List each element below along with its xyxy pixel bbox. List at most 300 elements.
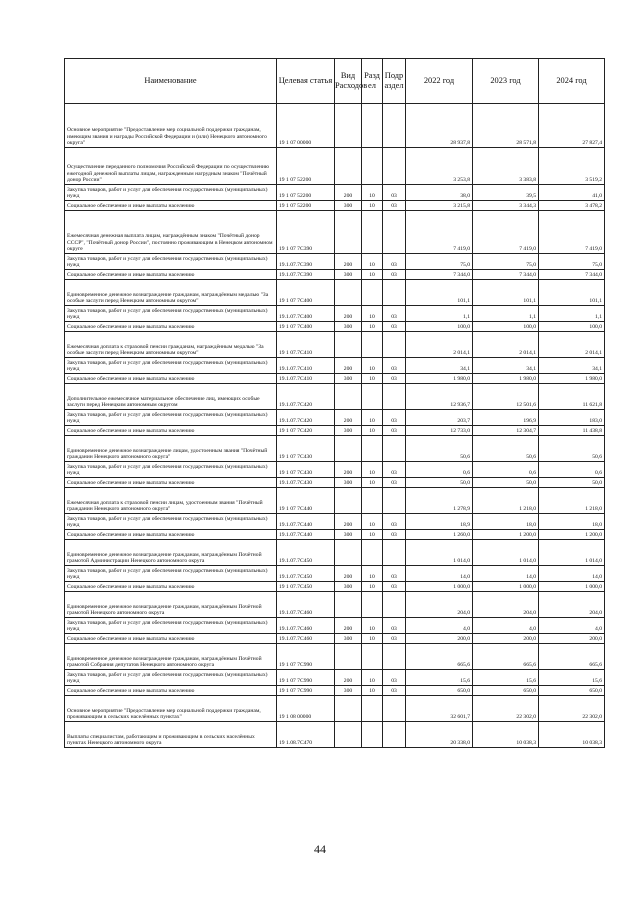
cell-section: 10: [362, 566, 383, 582]
cell-expense-type: 200: [335, 185, 362, 201]
cell-2023: 7 419,0: [473, 211, 539, 254]
cell-2024: 665,6: [539, 644, 605, 670]
cell-2024: 1,1: [539, 306, 605, 322]
cell-section: 10: [362, 478, 383, 488]
table-row: [65, 426, 605, 436]
cell-name: Закупка товаров, работ и услуг для обеспечения государственных (муниципальных) нужд: [65, 254, 277, 270]
cell-2022: 32 601,7: [406, 696, 473, 722]
cell-2024: 100,0: [539, 322, 605, 332]
cell-2023: 196,9: [473, 410, 539, 426]
cell-expense-type: 300: [335, 478, 362, 488]
cell-2022: 7 344,0: [406, 270, 473, 280]
table-row: [65, 488, 605, 514]
cell-2024: 1 980,0: [539, 374, 605, 384]
cell-subsection: 03: [383, 670, 406, 686]
cell-section: 10: [362, 322, 383, 332]
cell-2023: 12 304,7: [473, 426, 539, 436]
cell-expense-type: 300: [335, 322, 362, 332]
cell-2023: 10 038,3: [473, 722, 539, 748]
cell-2022: 100,0: [406, 322, 473, 332]
cell-name: Единовременное денежное вознаграждение гражданам, награждённым Почётной грамотой Ненецкого автономного округа: [65, 592, 277, 618]
cell-section: 10: [362, 670, 383, 686]
cell-2024: 7 344,0: [539, 270, 605, 280]
table-row: [65, 254, 605, 270]
cell-2022: 20 338,0: [406, 722, 473, 748]
cell-name: Единовременное денежное вознаграждение гражданам, награждённым Почётной грамотой Собрания депутатов Ненецкого автономного округа: [65, 644, 277, 670]
cell-target-article: 19.1.07.7С430: [277, 478, 335, 488]
cell-name: Закупка товаров, работ и услуг для обеспечения государственных (муниципальных) нужд: [65, 185, 277, 201]
cell-2024: 1 218,0: [539, 488, 605, 514]
cell-section: 10: [362, 254, 383, 270]
table-row: [65, 436, 605, 462]
cell-section: [362, 104, 383, 148]
cell-2024: 50,6: [539, 436, 605, 462]
cell-target-article: 19 1 08 00000: [277, 696, 335, 722]
cell-2023: 200,0: [473, 634, 539, 644]
cell-name: Закупка товаров, работ и услуг для обеспечения государственных (муниципальных) нужд: [65, 358, 277, 374]
cell-target-article: 19.1.07.7С450: [277, 566, 335, 582]
cell-name: Закупка товаров, работ и услуг для обеспечения государственных (муниципальных) нужд: [65, 670, 277, 686]
cell-subsection: 03: [383, 582, 406, 592]
cell-section: [362, 696, 383, 722]
cell-section: 10: [362, 358, 383, 374]
table-row: [65, 462, 605, 478]
cell-2022: 3 215,8: [406, 201, 473, 211]
cell-2023: 101,1: [473, 280, 539, 306]
cell-2022: 1 014,0: [406, 540, 473, 566]
cell-2023: 1 014,0: [473, 540, 539, 566]
table-row: [65, 270, 605, 280]
cell-name: Основное мероприятие "Предоставление мер социальной поддержки гражданам, имеющим звания и награды Российской Федерации и (или) Ненецкого автономного округа": [65, 104, 277, 148]
cell-subsection: [383, 104, 406, 148]
cell-target-article: 19 1 07 7С420: [277, 426, 335, 436]
cell-name: Социальное обеспечение и иные выплаты населению: [65, 686, 277, 696]
cell-name: Дополнительное ежемесячное материальное обеспечение лиц, имеющих особые заслуги перед Ненецким автономным округом: [65, 384, 277, 410]
cell-2024: 101,1: [539, 280, 605, 306]
cell-name: Выплаты специалистам, работающим и проживающим в сельских населённых пунктах Ненецкого автономного округа: [65, 722, 277, 748]
cell-subsection: 03: [383, 270, 406, 280]
cell-expense-type: 200: [335, 306, 362, 322]
cell-2022: 1 000,0: [406, 582, 473, 592]
cell-name: Единовременное денежное вознаграждение лицам, удостоенным звания "Почётный гражданин Ненецкого автономного округа": [65, 436, 277, 462]
cell-target-article: 19 1 07 7С440: [277, 488, 335, 514]
cell-expense-type: [335, 696, 362, 722]
cell-2023: 3 383,8: [473, 148, 539, 185]
cell-subsection: 03: [383, 634, 406, 644]
table-row: [65, 306, 605, 322]
cell-section: 10: [362, 185, 383, 201]
cell-target-article: 19.1.07.7С460: [277, 592, 335, 618]
cell-2023: 100,0: [473, 322, 539, 332]
cell-name: Закупка товаров, работ и услуг для обеспечения государственных (муниципальных) нужд: [65, 514, 277, 530]
cell-target-article: 19 1 07.7С410: [277, 332, 335, 358]
cell-2022: 12 936,7: [406, 384, 473, 410]
cell-target-article: 19 1 07 52200: [277, 148, 335, 185]
cell-subsection: 03: [383, 478, 406, 488]
cell-section: 10: [362, 514, 383, 530]
cell-2023: 39,5: [473, 185, 539, 201]
table-body: [65, 104, 605, 748]
cell-expense-type: [335, 280, 362, 306]
cell-2024: 1 014,0: [539, 540, 605, 566]
cell-2023: 1 200,0: [473, 530, 539, 540]
cell-section: 10: [362, 410, 383, 426]
header-year-2022: 2022 год: [406, 59, 473, 104]
cell-2022: 2 014,1: [406, 332, 473, 358]
cell-2022: 650,0: [406, 686, 473, 696]
cell-target-article: 19.1.07.7С460: [277, 618, 335, 634]
cell-2024: 204,0: [539, 592, 605, 618]
cell-2023: 34,1: [473, 358, 539, 374]
cell-subsection: 03: [383, 566, 406, 582]
cell-section: [362, 332, 383, 358]
cell-2022: 1,1: [406, 306, 473, 322]
cell-name: Закупка товаров, работ и услуг для обеспечения государственных (муниципальных) нужд: [65, 618, 277, 634]
cell-2022: 200,0: [406, 634, 473, 644]
cell-target-article: 19 1 07 7С430: [277, 462, 335, 478]
cell-subsection: 03: [383, 686, 406, 696]
cell-2024: 650,0: [539, 686, 605, 696]
cell-target-article: 19 1 07 7С400: [277, 280, 335, 306]
cell-2023: 50,0: [473, 478, 539, 488]
cell-2023: 18,0: [473, 514, 539, 530]
cell-expense-type: [335, 384, 362, 410]
table-row: [65, 322, 605, 332]
cell-expense-type: [335, 104, 362, 148]
cell-expense-type: [335, 488, 362, 514]
cell-target-article: 19.1.07.7С400: [277, 306, 335, 322]
cell-name: Ежемесячная денежная выплата лицам, награждённым знаком "Почётный донор СССР", "Почётный донор России", постоянно проживающим в Ненецком автономном округе: [65, 211, 277, 254]
cell-section: [362, 384, 383, 410]
cell-subsection: [383, 211, 406, 254]
cell-expense-type: 200: [335, 670, 362, 686]
cell-expense-type: 200: [335, 358, 362, 374]
header-name: Наименование: [65, 59, 277, 104]
cell-target-article: 19 1 07.7С450: [277, 582, 335, 592]
cell-name: Социальное обеспечение и иные выплаты населению: [65, 322, 277, 332]
table-header-row: [65, 59, 605, 104]
cell-section: 10: [362, 686, 383, 696]
cell-target-article: 19 1 07 7С430: [277, 436, 335, 462]
cell-2024: 3 478,2: [539, 201, 605, 211]
cell-subsection: 03: [383, 322, 406, 332]
cell-name: Социальное обеспечение и иные выплаты населению: [65, 634, 277, 644]
cell-2023: 3 344,3: [473, 201, 539, 211]
cell-target-article: 19.1.07.7С410: [277, 374, 335, 384]
cell-expense-type: [335, 722, 362, 748]
cell-target-article: 19.1.07.7С410: [277, 358, 335, 374]
cell-target-article: 19.1.07.7С420: [277, 410, 335, 426]
budget-table: [64, 58, 605, 748]
table-row: [65, 566, 605, 582]
cell-2024: 11 621,8: [539, 384, 605, 410]
cell-name: Социальное обеспечение и иные выплаты населению: [65, 582, 277, 592]
table-row: [65, 201, 605, 211]
cell-target-article: 19.1.07.7С390: [277, 270, 335, 280]
cell-expense-type: 200: [335, 410, 362, 426]
table-row: [65, 478, 605, 488]
cell-expense-type: [335, 644, 362, 670]
cell-2024: 41,0: [539, 185, 605, 201]
cell-2022: 75,0: [406, 254, 473, 270]
cell-name: Закупка товаров, работ и услуг для обеспечения государственных (муниципальных) нужд: [65, 410, 277, 426]
cell-name: Социальное обеспечение и иные выплаты населению: [65, 530, 277, 540]
cell-2024: 0,6: [539, 462, 605, 478]
cell-subsection: 03: [383, 462, 406, 478]
header-section: Разд ел: [362, 59, 383, 104]
cell-subsection: [383, 280, 406, 306]
cell-2022: 665,6: [406, 644, 473, 670]
table-row: [65, 530, 605, 540]
cell-2023: 1 218,0: [473, 488, 539, 514]
cell-section: 10: [362, 426, 383, 436]
cell-expense-type: 300: [335, 530, 362, 540]
cell-target-article: 19.1.07.7С450: [277, 540, 335, 566]
cell-subsection: [383, 644, 406, 670]
cell-section: 10: [362, 634, 383, 644]
cell-subsection: 03: [383, 514, 406, 530]
table-row: [65, 104, 605, 148]
cell-2024: 18,0: [539, 514, 605, 530]
cell-subsection: 03: [383, 374, 406, 384]
cell-target-article: 19 1 07 7С990: [277, 644, 335, 670]
cell-section: 10: [362, 530, 383, 540]
table-row: [65, 618, 605, 634]
table-row: [65, 514, 605, 530]
header-year-2024: 2024 год: [539, 59, 605, 104]
cell-2023: 1 000,0: [473, 582, 539, 592]
cell-target-article: 19.1.07.7С460: [277, 634, 335, 644]
cell-2022: 203,7: [406, 410, 473, 426]
page-number: 44: [314, 842, 326, 856]
cell-2023: 7 344,0: [473, 270, 539, 280]
cell-expense-type: 200: [335, 566, 362, 582]
cell-2022: 14,0: [406, 566, 473, 582]
table-row: [65, 374, 605, 384]
cell-2022: 12 733,0: [406, 426, 473, 436]
cell-subsection: [383, 384, 406, 410]
table-row: [65, 280, 605, 306]
table-row: [65, 410, 605, 426]
cell-2023: 75,0: [473, 254, 539, 270]
cell-2023: 665,6: [473, 644, 539, 670]
cell-2024: 7 419,0: [539, 211, 605, 254]
table-row: [65, 696, 605, 722]
cell-name: Ежемесячная доплата к страховой пенсии гражданам, награждённым медалью "За особые заслуги перед Ненецким автономным округом": [65, 332, 277, 358]
cell-2022: 15,6: [406, 670, 473, 686]
cell-2024: 34,1: [539, 358, 605, 374]
header-subsection: Подр аздел: [383, 59, 406, 104]
cell-section: 10: [362, 582, 383, 592]
table-row: [65, 670, 605, 686]
table-row: [65, 592, 605, 618]
cell-2024: 1 000,0: [539, 582, 605, 592]
cell-name: Единовременное денежное вознаграждение гражданам, награждённым Почётной грамотой Администрации Ненецкого автономного округа: [65, 540, 277, 566]
cell-2023: 0,6: [473, 462, 539, 478]
cell-expense-type: 300: [335, 374, 362, 384]
cell-2023: 50,6: [473, 436, 539, 462]
cell-name: Закупка товаров, работ и услуг для обеспечения государственных (муниципальных) нужд: [65, 566, 277, 582]
cell-2022: 34,1: [406, 358, 473, 374]
table-row: [65, 384, 605, 410]
cell-target-article: 19.1.07.7С420: [277, 384, 335, 410]
cell-2022: 28 937,8: [406, 104, 473, 148]
cell-section: [362, 488, 383, 514]
cell-2022: 50,0: [406, 478, 473, 488]
cell-2022: 38,0: [406, 185, 473, 201]
cell-2024: 4,0: [539, 618, 605, 634]
table-row: [65, 722, 605, 748]
cell-name: Осуществление переданного полномочия Российской Федерации по осуществлению ежегодной денежной выплаты лицам, награжденным нагрудным знаком "Почётный донор России": [65, 148, 277, 185]
cell-2022: 1 260,0: [406, 530, 473, 540]
cell-subsection: 03: [383, 201, 406, 211]
cell-section: 10: [362, 270, 383, 280]
cell-2023: 12 501,6: [473, 384, 539, 410]
table-row: [65, 686, 605, 696]
cell-2022: 7 419,0: [406, 211, 473, 254]
cell-subsection: 03: [383, 306, 406, 322]
cell-subsection: 03: [383, 185, 406, 201]
header-year-2023: 2023 год: [473, 59, 539, 104]
cell-2022: 0,6: [406, 462, 473, 478]
cell-2024: 183,0: [539, 410, 605, 426]
cell-section: [362, 592, 383, 618]
cell-subsection: [383, 488, 406, 514]
cell-subsection: [383, 592, 406, 618]
cell-2024: 11 438,8: [539, 426, 605, 436]
table-row: [65, 634, 605, 644]
cell-name: Социальное обеспечение и иные выплаты населению: [65, 270, 277, 280]
cell-target-article: 19.1.07.7С440: [277, 530, 335, 540]
cell-2022: 204,0: [406, 592, 473, 618]
cell-2022: 101,1: [406, 280, 473, 306]
cell-2023: 650,0: [473, 686, 539, 696]
cell-expense-type: [335, 540, 362, 566]
table-row: [65, 185, 605, 201]
cell-section: 10: [362, 462, 383, 478]
cell-2024: 10 038,3: [539, 722, 605, 748]
cell-subsection: [383, 148, 406, 185]
cell-expense-type: [335, 592, 362, 618]
cell-name: Социальное обеспечение и иные выплаты населению: [65, 478, 277, 488]
cell-2022: 1 278,9: [406, 488, 473, 514]
cell-expense-type: 300: [335, 426, 362, 436]
table-row: [65, 540, 605, 566]
cell-subsection: [383, 696, 406, 722]
cell-section: [362, 148, 383, 185]
cell-subsection: [383, 332, 406, 358]
cell-subsection: 03: [383, 254, 406, 270]
cell-2023: 22 302,0: [473, 696, 539, 722]
cell-section: [362, 280, 383, 306]
cell-name: Социальное обеспечение и иные выплаты населению: [65, 374, 277, 384]
cell-2023: 28 571,8: [473, 104, 539, 148]
cell-2023: 1,1: [473, 306, 539, 322]
cell-expense-type: [335, 148, 362, 185]
cell-expense-type: 200: [335, 514, 362, 530]
budget-table-sheet: [64, 58, 604, 748]
cell-subsection: [383, 722, 406, 748]
cell-subsection: [383, 436, 406, 462]
cell-2024: 75,0: [539, 254, 605, 270]
cell-expense-type: 300: [335, 582, 362, 592]
cell-section: 10: [362, 201, 383, 211]
cell-subsection: 03: [383, 426, 406, 436]
cell-subsection: 03: [383, 618, 406, 634]
cell-subsection: 03: [383, 410, 406, 426]
cell-target-article: 19.1.07.7С440: [277, 514, 335, 530]
cell-section: [362, 722, 383, 748]
cell-2024: 14,0: [539, 566, 605, 582]
table-row: [65, 644, 605, 670]
cell-expense-type: 300: [335, 201, 362, 211]
cell-name: Основное мероприятие "Предоставление мер социальной поддержки гражданам, проживающим в сельских населённых пунктах": [65, 696, 277, 722]
cell-2023: 4,0: [473, 618, 539, 634]
cell-target-article: 19 1 07 7С990: [277, 670, 335, 686]
cell-2023: 1 980,0: [473, 374, 539, 384]
table-row: [65, 211, 605, 254]
cell-name: Ежемесячная доплата к страховой пенсии лицам, удостоенным звания "Почётный гражданин Ненецкого автономного округа": [65, 488, 277, 514]
table-row: [65, 148, 605, 185]
cell-2023: 14,0: [473, 566, 539, 582]
table-row: [65, 332, 605, 358]
cell-2023: 15,6: [473, 670, 539, 686]
cell-2023: 204,0: [473, 592, 539, 618]
cell-expense-type: [335, 436, 362, 462]
cell-target-article: 19 1 07 00000: [277, 104, 335, 148]
cell-2022: 50,6: [406, 436, 473, 462]
cell-2024: 200,0: [539, 634, 605, 644]
cell-name: Закупка товаров, работ и услуг для обеспечения государственных (муниципальных) нужд: [65, 306, 277, 322]
cell-2024: 22 302,0: [539, 696, 605, 722]
cell-2022: 4,0: [406, 618, 473, 634]
cell-name: Социальное обеспечение и иные выплаты населению: [65, 426, 277, 436]
cell-target-article: 19 1 07 52200: [277, 201, 335, 211]
cell-section: [362, 211, 383, 254]
cell-subsection: 03: [383, 358, 406, 374]
cell-expense-type: [335, 211, 362, 254]
cell-target-article: 19 1 07 7С400: [277, 322, 335, 332]
cell-2022: 18,9: [406, 514, 473, 530]
cell-name: Единовременное денежное вознаграждение гражданам, награждённым медалью "За особые заслуги перед Ненецким автономным округом": [65, 280, 277, 306]
cell-name: Закупка товаров, работ и услуг для обеспечения государственных (муниципальных) нужд: [65, 462, 277, 478]
cell-section: 10: [362, 374, 383, 384]
cell-subsection: [383, 540, 406, 566]
cell-section: 10: [362, 618, 383, 634]
cell-target-article: 19 1 07 7С990: [277, 686, 335, 696]
cell-section: 10: [362, 306, 383, 322]
cell-expense-type: 300: [335, 634, 362, 644]
cell-section: [362, 540, 383, 566]
table-row: [65, 582, 605, 592]
cell-2024: 27 827,4: [539, 104, 605, 148]
cell-2024: 15,6: [539, 670, 605, 686]
cell-name: Социальное обеспечение и иные выплаты населению: [65, 201, 277, 211]
header-target-article: Целевая статья: [277, 59, 335, 104]
cell-2022: 1 980,0: [406, 374, 473, 384]
cell-2024: 2 014,1: [539, 332, 605, 358]
cell-expense-type: 200: [335, 618, 362, 634]
cell-2024: 3 519,2: [539, 148, 605, 185]
cell-target-article: 19 1 07 7С390: [277, 211, 335, 254]
cell-expense-type: 300: [335, 686, 362, 696]
cell-expense-type: [335, 332, 362, 358]
cell-subsection: 03: [383, 530, 406, 540]
table-row: [65, 358, 605, 374]
cell-expense-type: 200: [335, 254, 362, 270]
cell-target-article: 19.1.07.7С390: [277, 254, 335, 270]
cell-2023: 2 014,1: [473, 332, 539, 358]
